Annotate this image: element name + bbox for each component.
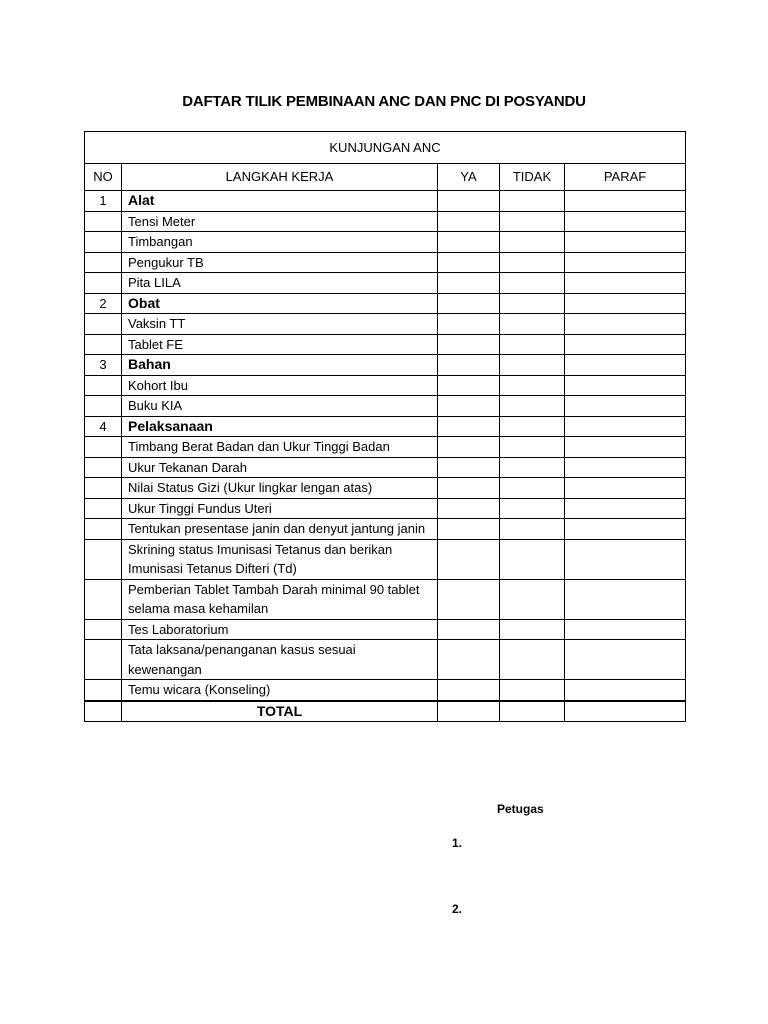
yes-cell[interactable]	[438, 211, 500, 232]
yes-cell[interactable]	[438, 680, 500, 701]
yes-cell[interactable]	[438, 191, 500, 212]
sign-cell[interactable]	[565, 579, 686, 619]
no-answer-cell[interactable]	[500, 334, 565, 355]
no-answer-cell[interactable]	[500, 680, 565, 701]
checklist-table	[84, 131, 686, 722]
column-header-step: LANGKAH KERJA	[122, 164, 438, 191]
column-header-no: NO	[85, 164, 122, 191]
row-number	[85, 457, 122, 478]
signature-title: Petugas	[497, 802, 544, 816]
signature-line-1: 1.	[452, 836, 463, 850]
yes-cell[interactable]	[438, 519, 500, 540]
sign-cell[interactable]	[565, 232, 686, 253]
sign-cell[interactable]	[565, 416, 686, 437]
no-answer-cell[interactable]	[500, 273, 565, 294]
no-answer-cell[interactable]	[500, 579, 565, 619]
no-answer-cell[interactable]	[500, 519, 565, 540]
row-number: 3	[85, 355, 122, 376]
total-yes-cell[interactable]	[438, 701, 500, 722]
section-row	[85, 293, 686, 314]
sign-cell[interactable]	[565, 519, 686, 540]
row-number	[85, 498, 122, 519]
table-row	[85, 334, 686, 355]
section-title: Pelaksanaan	[122, 416, 438, 437]
yes-cell[interactable]	[438, 232, 500, 253]
section-header: KUNJUNGAN ANC	[85, 132, 686, 164]
no-answer-cell[interactable]	[500, 478, 565, 499]
row-number	[85, 478, 122, 499]
row-number	[85, 519, 122, 540]
step-text: Tablet FE	[122, 334, 438, 355]
section-row	[85, 355, 686, 376]
step-text: Tata laksana/penanganan kasus sesuai kewenangan	[122, 640, 438, 680]
sign-cell[interactable]	[565, 355, 686, 376]
column-header-row	[85, 164, 686, 191]
no-answer-cell[interactable]	[500, 375, 565, 396]
no-answer-cell[interactable]	[500, 539, 565, 579]
row-number	[85, 539, 122, 579]
step-text: Tentukan presentase janin dan denyut jantung janin	[122, 519, 438, 540]
sign-cell[interactable]	[565, 539, 686, 579]
row-number	[85, 273, 122, 294]
document-title: DAFTAR TILIK PEMBINAAN ANC DAN PNC DI POSYANDU	[182, 93, 586, 110]
step-text: Vaksin TT	[122, 314, 438, 335]
step-text: Timbang Berat Badan dan Ukur Tinggi Badan	[122, 437, 438, 458]
table-row	[85, 579, 686, 619]
yes-cell[interactable]	[438, 437, 500, 458]
row-number: 2	[85, 293, 122, 314]
sign-cell[interactable]	[565, 191, 686, 212]
step-text: Ukur Tekanan Darah	[122, 457, 438, 478]
table-row	[85, 619, 686, 640]
yes-cell[interactable]	[438, 273, 500, 294]
no-answer-cell[interactable]	[500, 437, 565, 458]
section-title: Obat	[122, 293, 438, 314]
no-answer-cell[interactable]	[500, 232, 565, 253]
sign-cell[interactable]	[565, 293, 686, 314]
table-row	[85, 680, 686, 701]
step-text: Pemberian Tablet Tambah Darah minimal 90 tablet selama masa kehamilan	[122, 579, 438, 619]
row-number	[85, 252, 122, 273]
table-row	[85, 519, 686, 540]
step-text: Temu wicara (Konseling)	[122, 680, 438, 701]
no-answer-cell[interactable]	[500, 640, 565, 680]
sign-cell[interactable]	[565, 211, 686, 232]
no-answer-cell[interactable]	[500, 252, 565, 273]
no-answer-cell[interactable]	[500, 396, 565, 417]
sign-cell[interactable]	[565, 680, 686, 701]
table-row	[85, 457, 686, 478]
yes-cell[interactable]	[438, 314, 500, 335]
section-row	[85, 191, 686, 212]
sign-cell[interactable]	[565, 498, 686, 519]
row-number: 4	[85, 416, 122, 437]
yes-cell[interactable]	[438, 457, 500, 478]
table-row	[85, 640, 686, 680]
row-number	[85, 437, 122, 458]
step-text: Tensi Meter	[122, 211, 438, 232]
table-row	[85, 252, 686, 273]
row-number	[85, 619, 122, 640]
sign-cell[interactable]	[565, 437, 686, 458]
yes-cell[interactable]	[438, 539, 500, 579]
row-number	[85, 579, 122, 619]
yes-cell[interactable]	[438, 640, 500, 680]
row-number	[85, 314, 122, 335]
no-answer-cell[interactable]	[500, 211, 565, 232]
no-answer-cell[interactable]	[500, 498, 565, 519]
yes-cell[interactable]	[438, 334, 500, 355]
step-text: Ukur Tinggi Fundus Uteri	[122, 498, 438, 519]
yes-cell[interactable]	[438, 579, 500, 619]
row-number	[85, 211, 122, 232]
row-number: 1	[85, 191, 122, 212]
row-number	[85, 396, 122, 417]
table-row	[85, 498, 686, 519]
column-header-yes: YA	[438, 164, 500, 191]
section-header-row	[85, 132, 686, 164]
table-row	[85, 478, 686, 499]
no-answer-cell[interactable]	[500, 619, 565, 640]
sign-cell[interactable]	[565, 314, 686, 335]
no-answer-cell[interactable]	[500, 314, 565, 335]
yes-cell[interactable]	[438, 375, 500, 396]
step-text: Timbangan	[122, 232, 438, 253]
table-row	[85, 211, 686, 232]
sign-cell[interactable]	[565, 619, 686, 640]
yes-cell[interactable]	[438, 355, 500, 376]
total-row	[85, 701, 686, 722]
table-row	[85, 232, 686, 253]
column-header-no-answer: TIDAK	[500, 164, 565, 191]
table-row	[85, 539, 686, 579]
sign-cell[interactable]	[565, 334, 686, 355]
no-answer-cell[interactable]	[500, 293, 565, 314]
step-text: Nilai Status Gizi (Ukur lingkar lengan atas)	[122, 478, 438, 499]
column-header-sign: PARAF	[565, 164, 686, 191]
yes-cell[interactable]	[438, 416, 500, 437]
section-title: Bahan	[122, 355, 438, 376]
row-number	[85, 334, 122, 355]
step-text: Buku KIA	[122, 396, 438, 417]
sign-cell[interactable]	[565, 396, 686, 417]
step-text: Kohort Ibu	[122, 375, 438, 396]
step-text: Tes Laboratorium	[122, 619, 438, 640]
no-answer-cell[interactable]	[500, 355, 565, 376]
yes-cell[interactable]	[438, 396, 500, 417]
table-row	[85, 314, 686, 335]
sign-cell[interactable]	[565, 252, 686, 273]
yes-cell[interactable]	[438, 498, 500, 519]
table-row	[85, 375, 686, 396]
row-number	[85, 375, 122, 396]
step-text: Pengukur TB	[122, 252, 438, 273]
total-sign-cell[interactable]	[565, 701, 686, 722]
signature-line-2: 2.	[452, 902, 463, 916]
yes-cell[interactable]	[438, 619, 500, 640]
sign-cell[interactable]	[565, 478, 686, 499]
sign-cell[interactable]	[565, 375, 686, 396]
row-number	[85, 640, 122, 680]
total-no-answer-cell[interactable]	[500, 701, 565, 722]
row-number	[85, 232, 122, 253]
no-answer-cell[interactable]	[500, 191, 565, 212]
yes-cell[interactable]	[438, 293, 500, 314]
total-number-cell	[85, 701, 122, 722]
row-number	[85, 680, 122, 701]
table-row	[85, 437, 686, 458]
no-answer-cell[interactable]	[500, 416, 565, 437]
step-text: Pita LILA	[122, 273, 438, 294]
sign-cell[interactable]	[565, 457, 686, 478]
step-text: Skrining status Imunisasi Tetanus dan berikan Imunisasi Tetanus Difteri (Td)	[122, 539, 438, 579]
yes-cell[interactable]	[438, 478, 500, 499]
no-answer-cell[interactable]	[500, 457, 565, 478]
sign-cell[interactable]	[565, 640, 686, 680]
yes-cell[interactable]	[438, 252, 500, 273]
table-row	[85, 273, 686, 294]
table-row	[85, 396, 686, 417]
sign-cell[interactable]	[565, 273, 686, 294]
section-title: Alat	[122, 191, 438, 212]
section-row	[85, 416, 686, 437]
total-label: TOTAL	[122, 701, 438, 722]
